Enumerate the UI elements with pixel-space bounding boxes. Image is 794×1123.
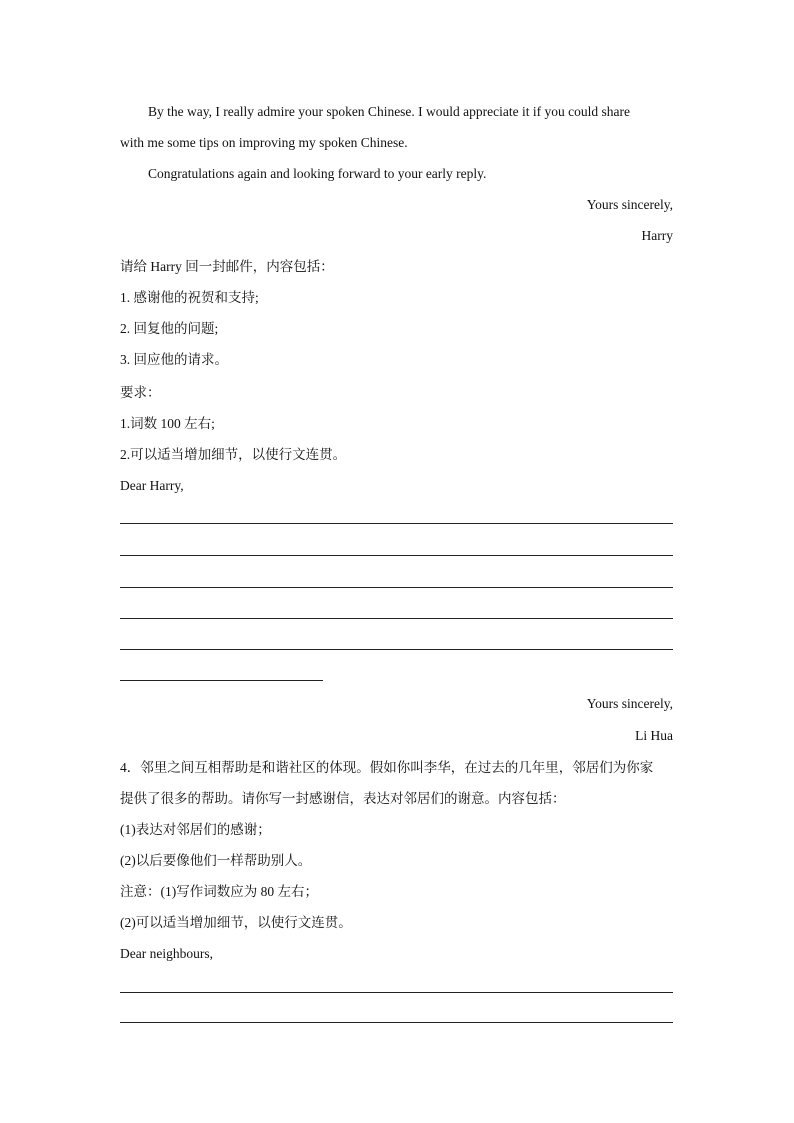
writing-line[interactable] bbox=[120, 1022, 673, 1023]
letter-signature: Harry bbox=[641, 228, 673, 243]
task-point: (1)表达对邻居们的感谢； bbox=[120, 822, 271, 837]
reply-closing: Yours sincerely, bbox=[586, 696, 673, 711]
letter-paragraph-line: with me some tips on improving my spoken Chinese. bbox=[120, 135, 408, 150]
writing-line[interactable] bbox=[120, 649, 673, 650]
salutation: Dear Harry, bbox=[120, 478, 184, 493]
task-prompt: 4．邻里之间互相帮助是和谐社区的体现。假如你叫李华，在过去的几年里，邻居们为你家 bbox=[120, 760, 654, 775]
task-prompt: 提供了很多的帮助。请你写一封感谢信，表达对邻居们的谢意。内容包括： bbox=[120, 791, 566, 806]
task-point: (2)以后要像他们一样帮助别人。 bbox=[120, 853, 312, 868]
task-point: 2. 回复他的问题; bbox=[120, 321, 219, 336]
letter-paragraph-line: Congratulations again and looking forward to your early reply. bbox=[148, 166, 487, 181]
salutation: Dear neighbours, bbox=[120, 946, 213, 961]
task-prompt: 请给 Harry 回一封邮件，内容包括： bbox=[120, 259, 334, 274]
writing-line[interactable] bbox=[120, 618, 673, 619]
writing-line[interactable] bbox=[120, 555, 673, 556]
note-item: 注意：(1)写作词数应为 80 左右； bbox=[120, 884, 318, 899]
writing-line[interactable] bbox=[120, 992, 673, 993]
requirement-item: 2.可以适当增加细节，以使行文连贯。 bbox=[120, 447, 347, 462]
writing-line[interactable] bbox=[120, 587, 673, 588]
writing-line[interactable] bbox=[120, 523, 673, 524]
letter-closing: Yours sincerely, bbox=[586, 197, 673, 212]
writing-line[interactable] bbox=[120, 680, 323, 681]
task-point: 3. 回应他的请求。 bbox=[120, 352, 228, 367]
task-point: 1. 感谢他的祝贺和支持; bbox=[120, 290, 259, 305]
letter-paragraph-line: By the way, I really admire your spoken Chinese. I would appreciate it if you could share bbox=[148, 104, 630, 119]
note-item: (2)可以适当增加细节，以使行文连贯。 bbox=[120, 915, 352, 930]
requirements-title: 要求： bbox=[120, 385, 161, 400]
requirement-item: 1.词数 100 左右; bbox=[120, 416, 215, 431]
reply-signature: Li Hua bbox=[635, 728, 673, 743]
